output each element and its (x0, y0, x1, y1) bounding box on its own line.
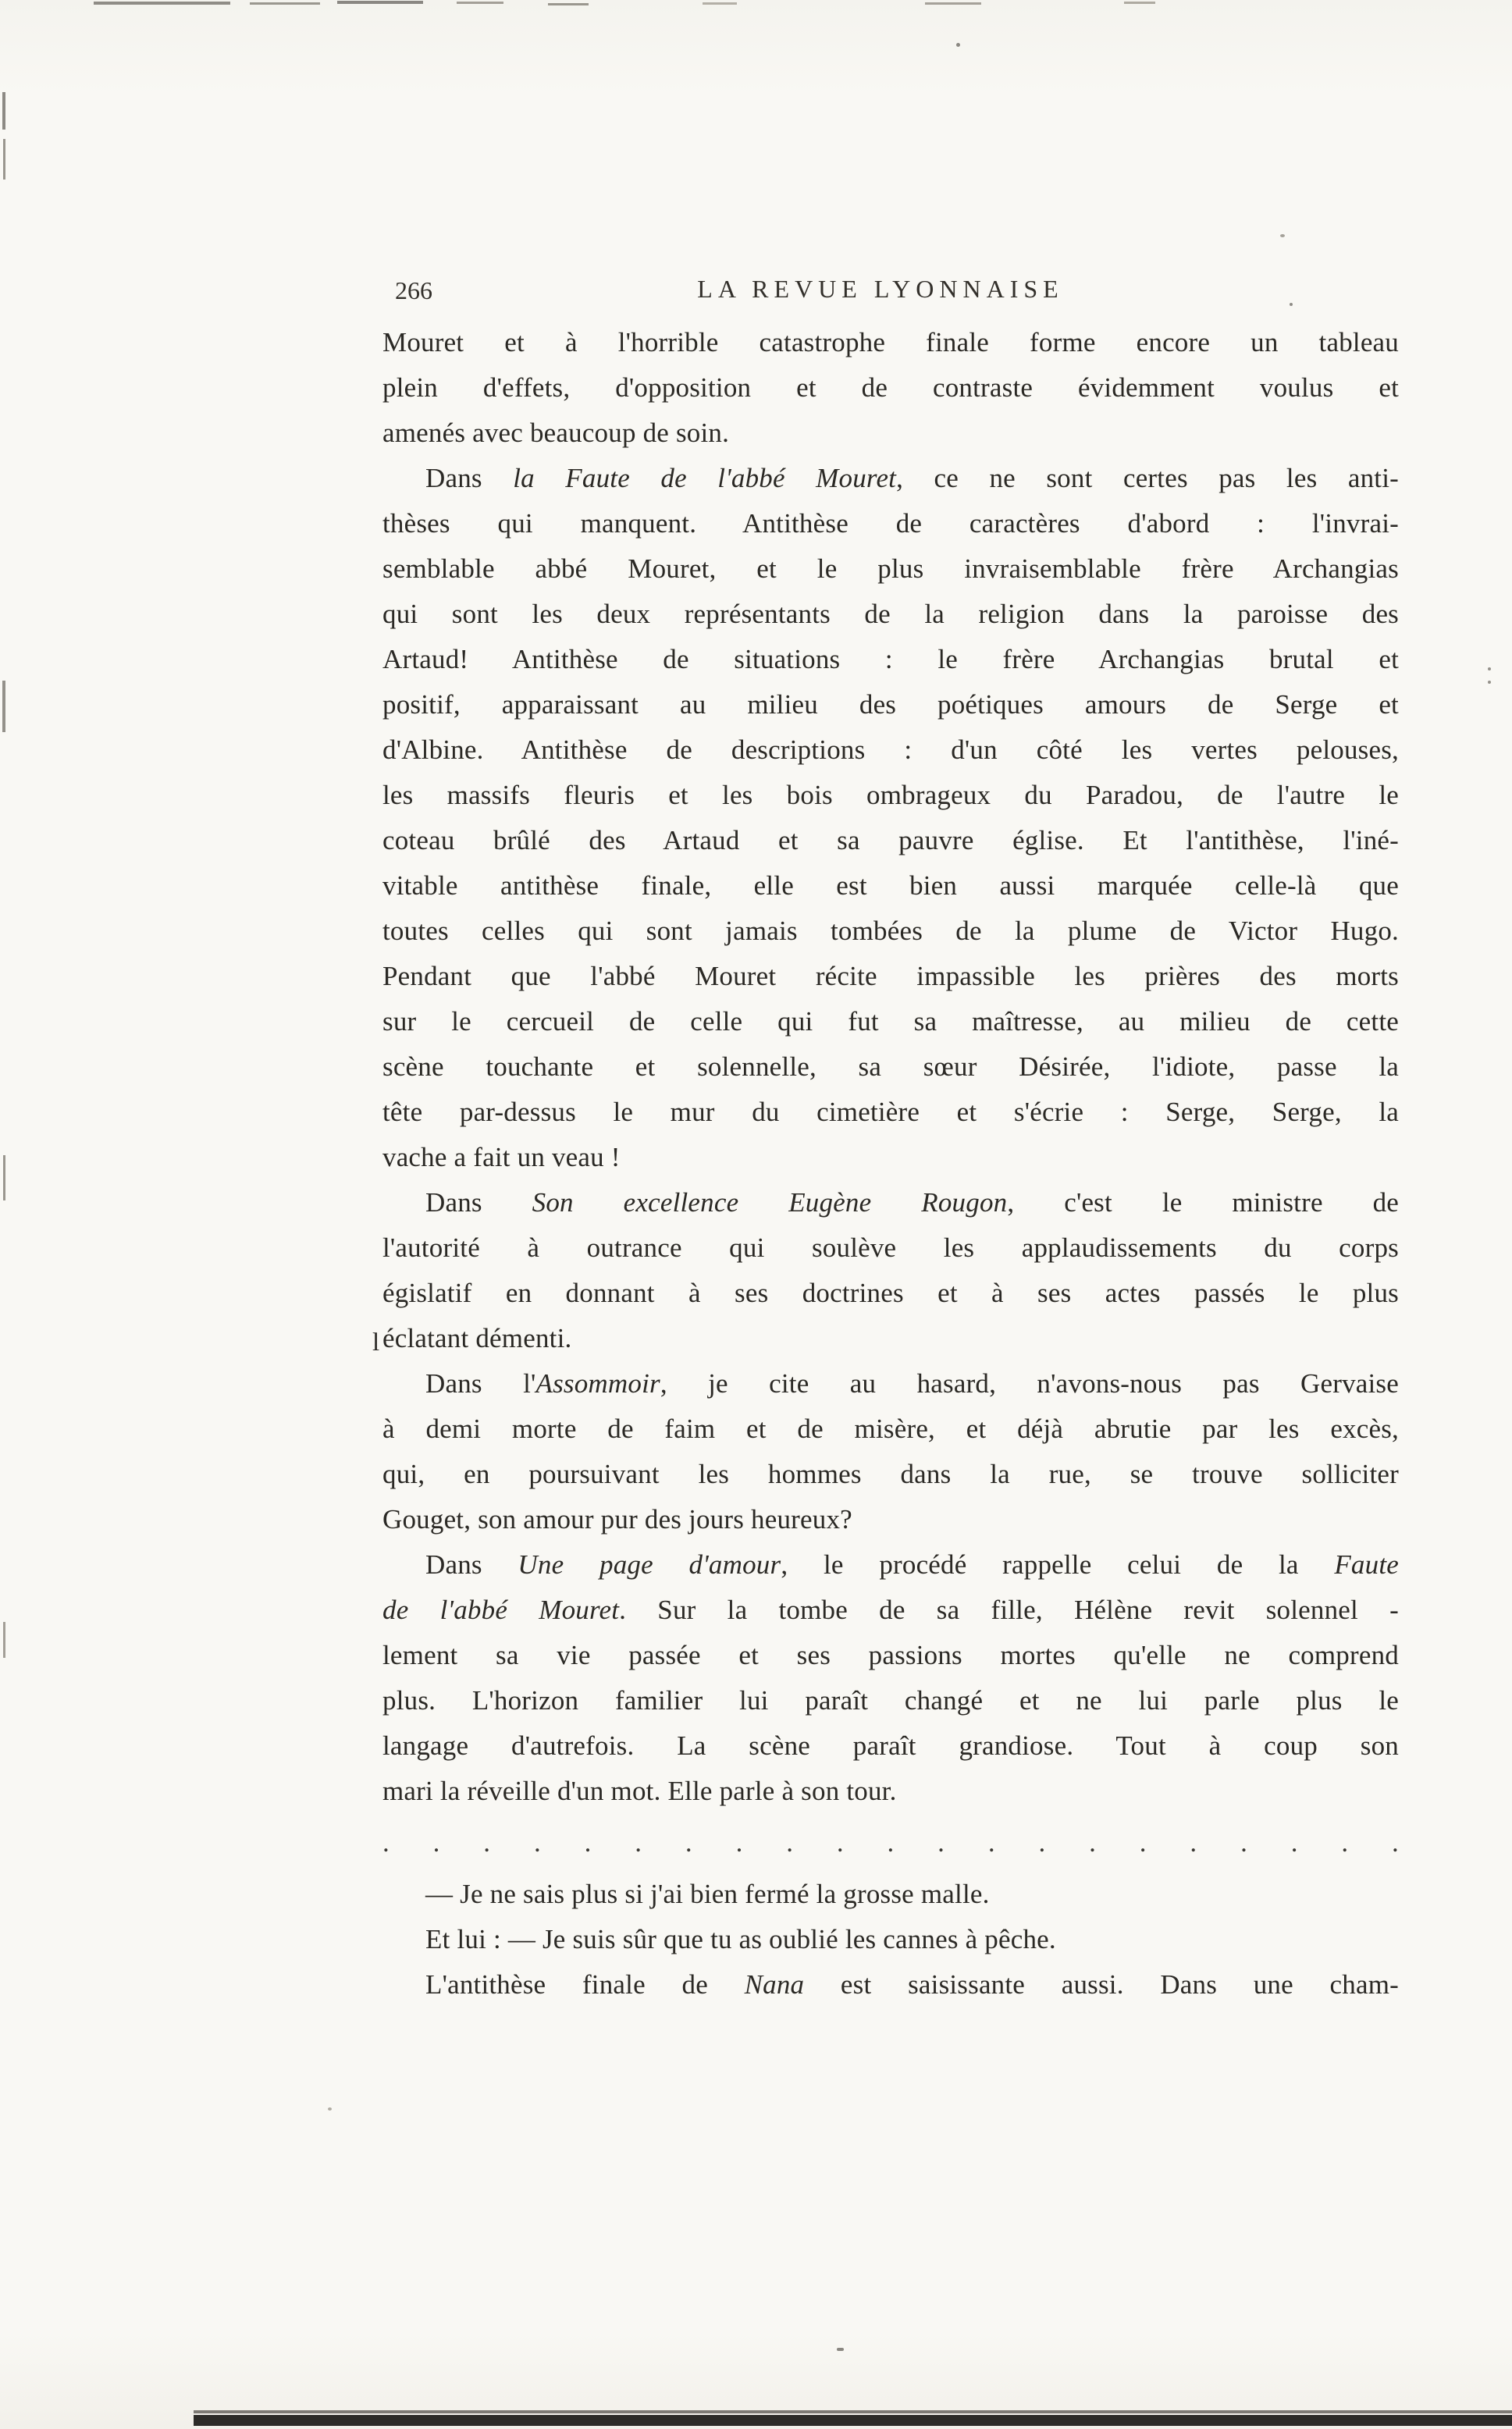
scan-artifact-left-mark (3, 1622, 5, 1658)
text-line: Et lui : — Je suis sûr que tu as oublié les cannes à pêche. (425, 1924, 1056, 1954)
scan-artifact-bottom-edge (194, 2415, 1512, 2426)
text-line: égislatif en donnant à ses doctrines et à ses actes passés le plus (382, 1278, 1399, 1308)
text-line: tête par-dessus le mur du cimetière et s'écrie : Serge, Serge, la (382, 1097, 1399, 1127)
text-line: sur le cercueil de celle qui fut sa maîtresse, au milieu de cette (382, 1006, 1399, 1037)
text-line: Artaud! Antithèse de situations : le frère Archangias brutal et (382, 644, 1399, 674)
text-line: plein d'effets, d'opposition et de contraste évidemment voulus et (382, 372, 1399, 403)
text-line: vache a fait un veau ! (382, 1142, 621, 1172)
text-line: à demi morte de faim et de misère, et déjà abrutie par les excès, (382, 1414, 1399, 1444)
running-head (382, 275, 1399, 314)
scan-artifact-top-dash (337, 1, 423, 4)
text-line: toutes celles qui sont jamais tombées de la plume de Victor Hugo. (382, 916, 1399, 946)
text-line: qui, en poursuivant les hommes dans la rue, se trouve solliciter (382, 1459, 1399, 1489)
scan-artifact-speck (837, 2348, 844, 2351)
text-line: semblable abbé Mouret, et le plus invraisemblable frère Archangias (382, 553, 1399, 584)
text-line: Dans l'Assommoir, je cite au hasard, n'avons-nous pas Gervaise (425, 1368, 1399, 1399)
text-line: L'antithèse finale de Nana est saisissante aussi. Dans une cham- (425, 1969, 1399, 2000)
text-line: lement sa vie passée et ses passions mortes qu'elle ne comprend (382, 1640, 1399, 1670)
scan-artifact-left-mark (2, 92, 5, 130)
scan-artifact-top-dash (1124, 2, 1155, 4)
scan-artifact-top-dash (94, 2, 230, 5)
text-line: amenés avec beaucoup de soin. (382, 418, 730, 448)
text-line: Dans la Faute de l'abbé Mouret, ce ne sont certes pas les anti- (425, 463, 1399, 493)
text-line: éclatant démenti. (382, 1323, 572, 1353)
scan-artifact-speck (1488, 681, 1491, 684)
text-line: qui sont les deux représentants de la religion dans la paroisse des (382, 599, 1399, 629)
text-line: langage d'autrefois. La scène paraît grandiose. Tout à coup son (382, 1730, 1399, 1761)
scan-artifact-top-dash (250, 2, 320, 5)
text-line: de l'abbé Mouret. Sur la tombe de sa fille, Hélène revit solennel - (382, 1595, 1399, 1625)
print-artifact-stray-l: l (372, 1328, 380, 1357)
text-line: mari la réveille d'un mot. Elle parle à son tour. (382, 1776, 897, 1806)
dotted-separator: . . . . . . . . . . . . . . . . . . . . . (382, 1827, 1399, 1858)
text-line: Dans Une page d'amour, le procédé rappelle celui de la Faute (425, 1549, 1399, 1580)
text-line: les massifs fleuris et les bois ombrageux du Paradou, de l'autre le (382, 780, 1399, 810)
text-line: vitable antithèse finale, elle est bien aussi marquée celle-là que (382, 870, 1399, 901)
text-line: positif, apparaissant au milieu des poétiques amours de Serge et (382, 689, 1399, 720)
body-text (382, 320, 1399, 2008)
scan-artifact-top-dash (548, 3, 589, 5)
page-number: 266 (395, 276, 432, 304)
text-line: Gouget, son amour pur des jours heureux? (382, 1504, 852, 1535)
scan-artifact-speck (1280, 234, 1285, 237)
scan-artifact-left-mark (2, 681, 5, 732)
scan-artifact-bottom-edge (194, 2410, 1512, 2413)
scan-artifact-left-mark (3, 1155, 5, 1200)
scan-artifact-top-dash (703, 2, 737, 5)
text-line: Pendant que l'abbé Mouret récite impassible les prières des morts (382, 961, 1399, 991)
text-line: thèses qui manquent. Antithèse de caractères d'abord : l'invrai- (382, 508, 1399, 539)
text-line: coteau brûlé des Artaud et sa pauvre église. Et l'antithèse, l'iné- (382, 825, 1399, 855)
scan-artifact-speck (1488, 667, 1491, 670)
scan-artifact-left-mark (3, 139, 5, 180)
text-line: Dans Son excellence Eugène Rougon, c'est le ministre de (425, 1187, 1399, 1218)
text-line: Mouret et à l'horrible catastrophe finale forme encore un tableau (382, 327, 1399, 357)
scan-artifact-top-dash (457, 2, 503, 4)
text-line: — Je ne sais plus si j'ai bien fermé la grosse malle. (425, 1879, 990, 1909)
journal-title: LA REVUE LYONNAISE (697, 275, 1064, 303)
scan-artifact-speck (328, 2107, 332, 2111)
text-line: plus. L'horizon familier lui paraît changé et ne lui parle plus le (382, 1685, 1399, 1716)
scan-artifact-top-dash (925, 2, 981, 5)
scan-artifact-speck (956, 43, 960, 47)
text-line: d'Albine. Antithèse de descriptions : d'un côté les vertes pelouses, (382, 734, 1399, 765)
text-line: l'autorité à outrance qui soulève les applaudissements du corps (382, 1232, 1399, 1263)
text-line: scène touchante et solennelle, sa sœur Désirée, l'idiote, passe la (382, 1051, 1399, 1082)
